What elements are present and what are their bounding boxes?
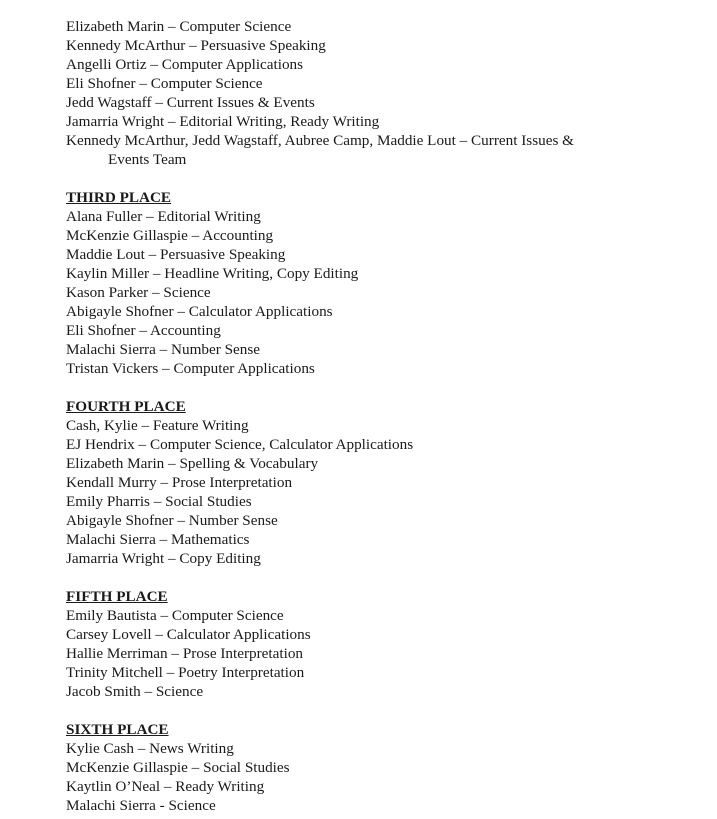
list-item: Cash, Kylie – Feature Writing	[66, 417, 249, 434]
list-item: Emily Pharris – Social Studies	[66, 493, 252, 510]
list-item: Elizabeth Marin – Computer Science	[66, 18, 292, 35]
list-item: Jamarria Wright – Copy Editing	[66, 550, 261, 567]
list-item: Trinity Mitchell – Poetry Interpretation	[66, 664, 305, 681]
list-item: Angelli Ortiz – Computer Applications	[66, 56, 304, 73]
list-item: Emily Bautista – Computer Science	[66, 607, 284, 624]
list-item: Kaytlin O’Neal – Ready Writing	[66, 778, 265, 795]
document-page	[66, 17, 706, 815]
list-item: Eli Shofner – Accounting	[66, 322, 221, 339]
list-item: Eli Shofner – Computer Science	[66, 75, 263, 92]
list-item: Abigayle Shofner – Calculator Applications	[66, 303, 333, 320]
team-entry-continuation: Events Team	[108, 151, 187, 168]
list-item: Malachi Sierra - Science	[66, 797, 216, 814]
list-item: Jacob Smith – Science	[66, 683, 204, 700]
section-heading: SIXTH PLACE	[66, 721, 169, 738]
section-fifth-place	[66, 587, 706, 701]
list-item: Carsey Lovell – Calculator Applications	[66, 626, 311, 643]
list-item: EJ Hendrix – Computer Science, Calculator Applications	[66, 436, 414, 453]
section-spacer	[66, 701, 706, 720]
list-item: Malachi Sierra – Number Sense	[66, 341, 261, 358]
list-item: Maddie Lout – Persuasive Speaking	[66, 246, 286, 263]
list-item: Elizabeth Marin – Spelling & Vocabulary	[66, 455, 319, 472]
section-spacer	[66, 169, 706, 188]
list-item: Abigayle Shofner – Number Sense	[66, 512, 278, 529]
section-sixth-place	[66, 720, 706, 815]
intro-list	[66, 17, 706, 169]
list-item: Kennedy McArthur – Persuasive Speaking	[66, 37, 326, 54]
list-item: Tristan Vickers – Computer Applications	[66, 360, 315, 377]
list-item: McKenzie Gillaspie – Social Studies	[66, 759, 290, 776]
list-item: McKenzie Gillaspie – Accounting	[66, 227, 274, 244]
section-heading: THIRD PLACE	[66, 189, 172, 206]
list-item: Kendall Murry – Prose Interpretation	[66, 474, 293, 491]
list-item: Alana Fuller – Editorial Writing	[66, 208, 261, 225]
section-heading: FIFTH PLACE	[66, 588, 168, 605]
list-item: Jamarria Wright – Editorial Writing, Ready Writing	[66, 113, 380, 130]
team-entry-line: Kennedy McArthur, Jedd Wagstaff, Aubree Camp, Maddie Lout – Current Issues &	[66, 132, 574, 149]
section-spacer	[66, 378, 706, 397]
list-item: Kaylin Miller – Headline Writing, Copy Editing	[66, 265, 359, 282]
list-item: Kason Parker – Science	[66, 284, 211, 301]
list-item: Hallie Merriman – Prose Interpretation	[66, 645, 304, 662]
section-third-place	[66, 188, 706, 378]
list-item: Kylie Cash – News Writing	[66, 740, 234, 757]
section-fourth-place	[66, 397, 706, 568]
section-heading: FOURTH PLACE	[66, 398, 186, 415]
list-item: Malachi Sierra – Mathematics	[66, 531, 250, 548]
list-item: Jedd Wagstaff – Current Issues & Events	[66, 94, 315, 111]
section-spacer	[66, 568, 706, 587]
